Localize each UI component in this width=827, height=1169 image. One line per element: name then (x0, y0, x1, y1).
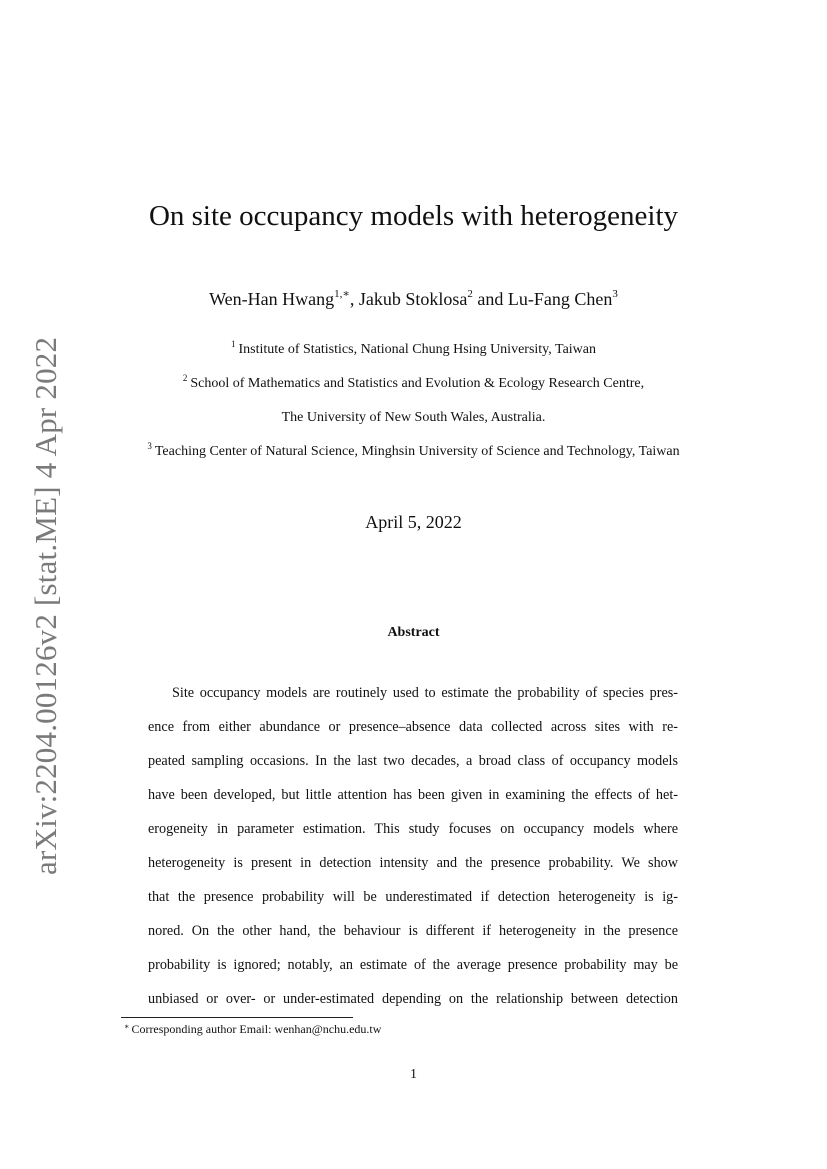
author-name: Jakub Stoklosa (358, 289, 468, 309)
abstract-line: heterogeneity is present in detection intensity and the presence probability. We show (148, 855, 678, 871)
affiliation-text: Teaching Center of Natural Science, Minghsin University of Science and Technology, Taiwan (154, 444, 680, 459)
affiliation-2 (0, 375, 827, 393)
abstract-heading: Abstract (387, 625, 440, 640)
corresponding-author-footnote (124, 1021, 381, 1037)
footnote-divider (121, 1017, 353, 1018)
abstract-line: ence from either abundance or presence–absence data collected across sites with re- (148, 719, 678, 735)
author-affiliation-mark: 1,∗ (334, 288, 350, 300)
author-separator: , (349, 289, 359, 309)
author-affiliation-mark: 3 (612, 288, 618, 300)
affiliation-mark: 2 (182, 373, 188, 383)
paper-title: On site occupancy models with heterogeneity (148, 200, 679, 232)
abstract-line: erogeneity in parameter estimation. This study focuses on occupancy models where (148, 821, 678, 837)
abstract-line: peated sampling occasions. In the last two decades, a broad class of occupancy models (148, 753, 678, 769)
affiliation-mark: 1 (230, 339, 236, 349)
author-name: Lu-Fang Chen (507, 289, 613, 309)
affiliation-2-continued (0, 409, 827, 427)
author-name: Wen-Han Hwang (209, 289, 335, 309)
abstract-line: have been developed, but little attention has been given in examining the effects of het- (148, 787, 678, 803)
affiliation-3 (0, 443, 827, 461)
footnote-text: Corresponding author Email: wenhan@nchu.edu.tw (131, 1022, 382, 1036)
abstract-line: Site occupancy models are routinely used to estimate the probability of species pres- (172, 685, 678, 701)
author-list (0, 287, 827, 311)
author-affiliation-mark: 2 (467, 288, 473, 300)
affiliation-mark: 3 (147, 441, 152, 451)
abstract-line: unbiased or over- or under-estimated depending on the relationship between detection (148, 991, 678, 1007)
author-separator: and (472, 289, 508, 309)
page-number: 1 (410, 1067, 417, 1082)
publication-date: April 5, 2022 (365, 512, 462, 532)
footnote-mark: ∗ (124, 1022, 130, 1031)
affiliation-1 (0, 341, 827, 359)
affiliation-text: Institute of Statistics, National Chung Hsing University, Taiwan (238, 342, 597, 357)
abstract-line: nored. On the other hand, the behaviour is different if heterogeneity in the presence (148, 923, 678, 939)
affiliation-text: The University of New South Wales, Australia. (281, 410, 546, 425)
arxiv-identifier-stamp: arXiv:2204.00126v2 [stat.ME] 4 Apr 2022 (28, 336, 63, 875)
abstract-line: that the presence probability will be underestimated if detection heterogeneity is ig- (148, 889, 678, 905)
abstract-line: probability is ignored; notably, an estimate of the average presence probability may be (148, 957, 678, 973)
affiliation-text: School of Mathematics and Statistics and Evolution & Ecology Research Centre, (190, 376, 645, 391)
